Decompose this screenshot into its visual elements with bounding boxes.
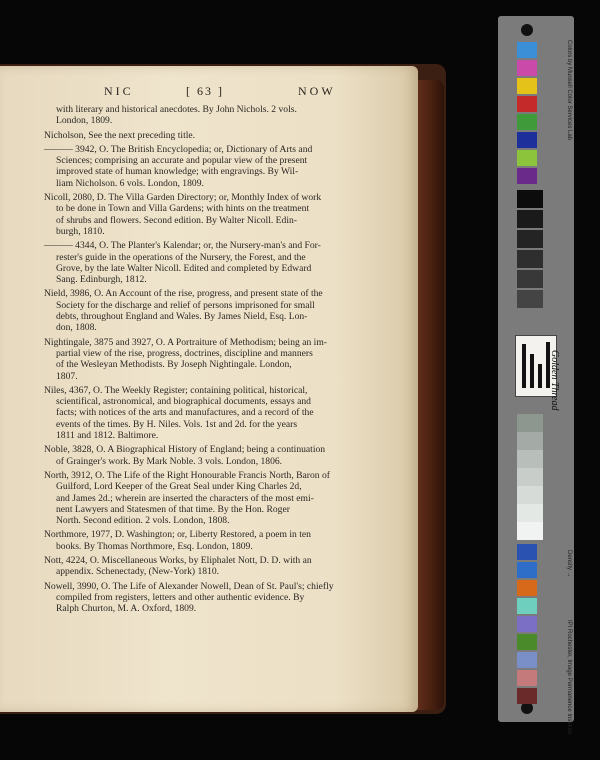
color-swatch (517, 96, 537, 112)
entry-line: Nield, 3986, O. An Account of the rise, progress, and present state of the (44, 288, 323, 300)
entry-line: of Grainger's work. By Mark Noble. 3 vols. London, 1806. (56, 455, 283, 467)
entry-line: don, 1808. (56, 322, 97, 334)
gray-swatch (517, 414, 543, 432)
color-swatch (517, 652, 537, 668)
color-swatch (517, 616, 537, 632)
entry-line: burgh, 1810. (56, 225, 105, 237)
catalog-entry (44, 581, 396, 615)
entry-line: North, 3912, O. The Life of the Right Honourable Francis North, Baron of (44, 469, 330, 481)
entry-line: Ralph Churton, M. A. Oxford, 1809. (56, 603, 197, 615)
entry-line: Nicoll, 2080, D. The Villa Garden Directory; or, Monthly Index of work (44, 192, 322, 204)
catalog-entry (44, 337, 396, 382)
color-swatch (517, 132, 537, 148)
gray-swatch (517, 522, 543, 540)
color-swatch (517, 562, 537, 578)
entry-line: events of the times. By H. Niles. Vols. 1st and 2d. for the years (56, 418, 298, 430)
gray-swatch (517, 290, 543, 308)
entry-line: 1807. (56, 370, 78, 382)
catalog-entry (44, 555, 396, 578)
entry-line: books. By Thomas Northmore, Esq. London, 1809. (56, 540, 253, 552)
catalog-entry (44, 240, 396, 285)
color-swatch (517, 598, 537, 614)
gray-swatch (517, 450, 543, 468)
entry-line: liam Nicholson. 6 vols. London, 1809. (56, 177, 204, 189)
header-right: NOW (298, 84, 336, 98)
entry-line: London, 1809. (56, 115, 113, 127)
header-left: NIC (104, 84, 134, 98)
entry-line: ——— 4344, O. The Planter's Kalendar; or, the Nursery-man's and For- (44, 240, 321, 252)
gray-swatch (517, 190, 543, 208)
page-number: [ 63 ] (186, 84, 224, 98)
color-swatch (517, 634, 537, 650)
target-density-label: Density → (566, 550, 572, 578)
entry-line: Niles, 4367, O. The Weekly Register; containing political, historical, (44, 384, 308, 396)
target-hole-top (521, 24, 533, 36)
running-header (0, 84, 418, 100)
entry-line: with literary and historical anecdotes. By John Nichols. 2 vols. (56, 104, 297, 115)
entry-line: Nicholson, See the next preceding title. (44, 129, 196, 141)
entry-line: Society for the discharge and relief of persons imprisoned for small (56, 299, 315, 311)
catalog-entry (44, 444, 396, 467)
color-swatch (517, 150, 537, 166)
gray-swatch (517, 270, 543, 288)
color-swatch (517, 78, 537, 94)
entry-line: 1811 and 1812. Baltimore. (56, 430, 159, 442)
catalog-entry (44, 288, 396, 333)
color-swatch (517, 544, 537, 560)
entry-line: facts; with notices of the arts and manufactures, and a record of the (56, 407, 314, 419)
target-top-label: Colors by Munsell Color Services Lab (566, 40, 572, 141)
entry-line: rester's guide in the operations of the Nursery, the Forest, and the (56, 251, 306, 263)
catalog-entries (44, 104, 396, 617)
entry-line: scientifical, astronomical, and biographical documents, essays and (56, 396, 311, 408)
catalog-entry (44, 385, 396, 441)
entry-line: appendix. Schenectady, (New-York) 1810. (56, 566, 220, 578)
gray-swatch (517, 250, 543, 268)
gray-swatch (517, 468, 543, 486)
entry-line: compiled from registers, letters and other authentic evidence. By (56, 591, 305, 603)
entry-line: and James 2d.; wherein are inserted the characters of the most emi- (56, 492, 314, 504)
entry-line: ——— 3942, O. The British Encyclopedia; or, Dictionary of Arts and (44, 143, 313, 155)
gray-swatch (517, 504, 543, 522)
entry-line: to be done in Town and Villa Gardens; with hints on the treatment (56, 203, 310, 215)
catalog-entry (44, 470, 396, 526)
entry-line: Grove, by the late Walter Nicoll. Edited and completed by Edward (56, 262, 312, 274)
color-swatch (517, 670, 537, 686)
catalog-entry (44, 144, 396, 189)
catalog-entry (44, 192, 396, 237)
color-swatch (517, 60, 537, 76)
catalog-entry (44, 130, 396, 141)
entry-line: Sciences; comprising an accurate and popular view of the present (56, 155, 308, 167)
entry-line: nent Lawyers and Statesmen of that time. By the Hon. Roger (56, 503, 290, 515)
gray-swatch (517, 210, 543, 228)
target-footer-label: IPI Rochester, Image Permanence Institute (566, 620, 572, 735)
entry-line: Nowell, 3990, O. The Life of Alexander Nowell, Dean of St. Paul's; chiefly (44, 580, 334, 592)
gray-swatch (517, 432, 543, 450)
color-swatch (517, 42, 537, 58)
color-swatch (517, 114, 537, 130)
gray-swatch (517, 486, 543, 504)
catalog-entry (44, 104, 396, 127)
catalog-entry (44, 529, 396, 552)
color-swatch (517, 688, 537, 704)
entry-line: debts, throughout England and Wales. By James Nield, Esq. Lon- (56, 311, 308, 323)
entry-line: Nightingale, 3875 and 3927, O. A Portraiture of Methodism; being an im- (44, 336, 327, 348)
entry-line: improved state of human knowledge; with engravings. By Wil- (56, 166, 299, 178)
color-swatch (517, 168, 537, 184)
entry-line: Northmore, 1977, D. Washington; or, Liberty Restored, a poem in ten (44, 529, 311, 541)
brand-text: Golden Thread (549, 350, 560, 411)
entry-line: of the Wesleyan Methodists. By Joseph Nightingale. London, (56, 359, 292, 371)
entry-line: of shrubs and flowers. Second edition. By Walter Nicoll. Edin- (56, 214, 297, 226)
entry-line: Guilford, Lord Keeper of the Great Seal under King Charles 2d, (56, 481, 302, 493)
gray-swatch (517, 230, 543, 248)
color-swatch (517, 580, 537, 596)
entry-line: Sang. Edinburgh, 1812. (56, 274, 147, 286)
entry-line: Nott, 4224, O. Miscellaneous Works, by Eliphalet Nott, D. D. with an (44, 554, 312, 566)
entry-line: partial view of the rise, progress, doctrines, discipline and manners (56, 347, 313, 359)
entry-line: Noble, 3828, O. A Biographical History of England; being a continuation (44, 444, 326, 456)
entry-line: North. Second edition. 2 vols. London, 1808. (56, 515, 230, 527)
